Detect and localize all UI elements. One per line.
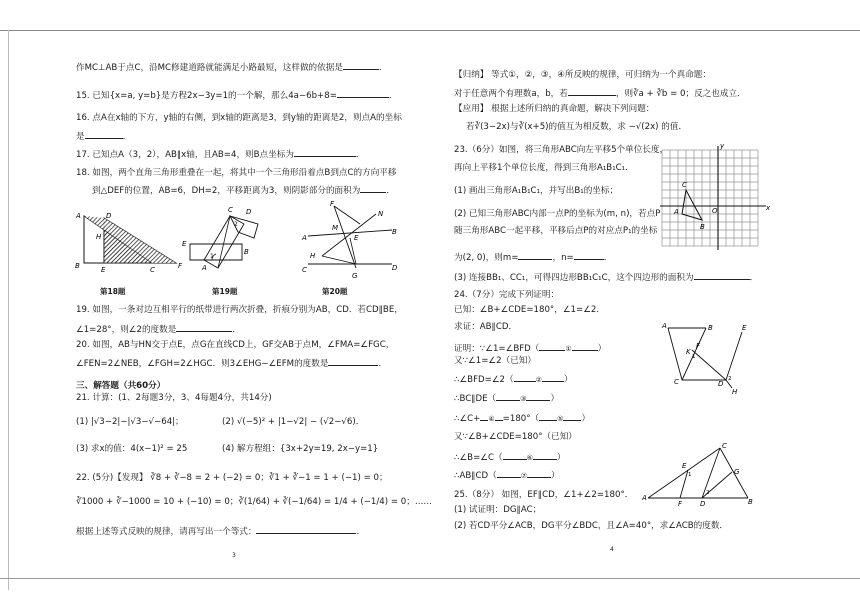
fig25-label-2: 2 xyxy=(706,490,710,496)
question-20-line2: ∠FEN=2∠NEB，∠FGH=2∠HGC．则3∠EHG−∠EFM的度数是 ． xyxy=(76,356,387,370)
fig20-label-A: A xyxy=(302,234,307,242)
fig20-label-G: G xyxy=(352,272,358,280)
proof-step-7: ∴∠B=∠C（ ⑥ ） xyxy=(454,450,565,464)
caption-fig19: 第19题 xyxy=(212,287,238,296)
induction-line: 【归纳】 等式①，②，③，④所反映的规律，可归纳为一个真命题： xyxy=(454,70,711,80)
figure-19 xyxy=(182,204,278,276)
fig19-label-B: B xyxy=(244,248,249,256)
question-18-line2: 到△DEF的位置，AB=6，DH=2，平移距离为3，则阴影部分的面积为 ． xyxy=(92,183,395,197)
fig25-label-G: G xyxy=(734,468,740,476)
proof-step-6: 又∵∠B+∠CDE=180°（已知） xyxy=(454,432,577,442)
fig23-label-O: O xyxy=(712,207,718,215)
question-24: 24.（7分）完成下列证明： xyxy=(454,290,560,300)
fig20-label-N: N xyxy=(378,210,384,218)
fig20-label-F: F xyxy=(330,200,335,208)
question-17: 17. 已知点A（3，2），AB∥x轴，且AB=4，则B点坐标为 ． xyxy=(76,147,365,161)
question-21-part4: (4) 解方程组：{3x+2y=19, 2x−y=1} xyxy=(222,444,379,454)
fig24-label-1: 1 xyxy=(692,354,696,360)
page-number-left: 3 xyxy=(232,552,236,559)
fig18-label-B: B xyxy=(75,262,80,270)
fig25-label-A: A xyxy=(642,494,647,502)
fig23-label-B: B xyxy=(700,223,705,231)
fig19-label-2: 2 xyxy=(234,221,238,228)
fig24-label-B: B xyxy=(708,324,713,332)
figure-18 xyxy=(72,208,192,278)
proof-step-5: ∴∠C+ ④ =180°（ ⑤ ） xyxy=(454,411,590,425)
question-21: 21. 计算：(1、2每题3分，3、4每题4分，共14分) xyxy=(76,393,272,403)
figure-20 xyxy=(300,202,400,282)
fig24-label-K: K xyxy=(686,348,691,356)
fig23-label-y: y xyxy=(720,142,725,150)
fig19-label-E: E xyxy=(182,240,187,248)
fig18-label-F: F xyxy=(178,262,183,270)
question-25-part2: (2) 若CD平分∠ACB，DG平分∠BDC，且∠A=40°，求∠ACB的度数． xyxy=(454,521,729,531)
caption-fig20: 第20题 xyxy=(322,287,348,296)
fig20-label-M: M xyxy=(332,224,339,232)
question-25-part1: (1) 试证明：DG∥AC； xyxy=(454,505,542,515)
proof-step-4: ∴BC∥DE（ ③ ） xyxy=(454,391,559,405)
fig18-label-A: A xyxy=(76,212,81,220)
question-23-part2-line3: 为(2, 0)，则m= ，n= ． xyxy=(454,250,612,264)
question-24-prove: 求证：AB∥CD． xyxy=(454,322,518,332)
question-22: 22. (5分)【发现】 ∛8 + ∛−8 = 2 + (−2) = 0；∛1 + ∛−1 = 1 + (−1) = 0； xyxy=(76,473,388,483)
fig23-label-x: x xyxy=(766,204,771,212)
question-23-part3: (3) 连接BB₁、CC₁，可得四边形BB₁C₁C，这个四边形的面积为 ． xyxy=(454,270,758,284)
fig20-label-E: E xyxy=(354,234,359,242)
application-line: 【应用】 根据上述所归纳的真命题，解决下列问题： xyxy=(454,104,655,114)
fig19-label-C: C xyxy=(228,206,233,214)
question-23-part1: (1) 画出三角形A₁B₁C₁，并写出B₁的坐标； xyxy=(454,186,619,196)
figure-23-grid xyxy=(662,142,774,254)
fig20-label-C: C xyxy=(302,266,307,274)
fig20-label-D: D xyxy=(392,264,398,272)
fig23-label-C: C xyxy=(682,181,687,189)
fig20-label-H: H xyxy=(310,252,316,260)
fig19-label-A: A xyxy=(202,264,207,272)
proof-step-3: ∴∠BFD=∠2（ ② ） xyxy=(454,372,573,386)
question-21-part2: (2) √(−5)² + |1−√2| − (√2−√6)． xyxy=(222,417,365,427)
question-18: 18. 如图，两个直角三角形重叠在一起，将其中一个三角形沿着点B到点C的方向平移 xyxy=(76,168,397,178)
question-23-part2: (2) 已知三角形ABC内部一点P的坐标为(m, n)，若点P xyxy=(454,209,661,219)
fig24-label-F: F xyxy=(696,342,701,350)
question-22-line2: ∛1000 + ∛−1000 = 10 + (−10) = 0；∛(1/64) + ∛(−1/64) = 1/4 + (−1/4) = 0；…… xyxy=(76,497,433,507)
fig24-label-C: C xyxy=(674,378,679,386)
fig20-label-B: B xyxy=(392,228,397,236)
fig18-label-C: C xyxy=(150,266,155,274)
question-23-part2-line2: 随三角形ABC一起平移，平移后点P的对应点P₁的坐标 xyxy=(454,226,658,236)
application-line2: 若∛(3−2x)与∛(x+5)的值互为相反数，求 −√(2x) 的值． xyxy=(466,122,688,132)
fig24-label-D: D xyxy=(718,380,724,388)
caption-fig18: 第18题 xyxy=(100,287,126,296)
figure-25 xyxy=(644,442,754,506)
question-19: 19. 如图，一条对边互相平行的纸带进行两次折叠，折痕分别为AB，CD．若CD∥BE， xyxy=(76,305,403,315)
question-24-given: 已知：∠B+∠CDE=180°，∠1=∠2． xyxy=(454,305,605,315)
fig25-label-C: C xyxy=(722,442,727,450)
fig19-label-1: 1 xyxy=(210,253,214,260)
question-21-part3: (3) 求x的值：4(x−1)² = 25 xyxy=(76,444,188,454)
fig24-label-A: A xyxy=(662,322,667,330)
question-20: 20. 如图，AB与HN交于点E，点G在直线CD上，GF交AB于点M，∠FMA=∠FGC， xyxy=(76,340,395,350)
question-16: 16. 点A在x轴的下方，y轴的右侧，到x轴的距离是3，到y轴的距离是2，则点A的坐标 xyxy=(76,113,402,123)
fig18-label-H: H xyxy=(96,233,102,241)
question-21-part1: (1) |√3−2|−|√3−√−64|； xyxy=(76,417,184,427)
question-22-prompt: 根据上述等式反映的规律，请再写出一个等式： ． xyxy=(76,524,365,538)
question-16-line2: 是 ． xyxy=(76,129,131,143)
fig24-label-2: 2 xyxy=(728,376,732,382)
question-14-tail: 作MC⊥AB于点C，沿MC修建道路就能满足小路最短，这样做的依据是 ． xyxy=(76,60,388,74)
fig25-label-1: 1 xyxy=(688,472,692,478)
question-25: 25.（8分） 如图，EF∥CD，∠1+∠2=180°． xyxy=(454,490,634,500)
fig25-label-F: F xyxy=(678,500,683,508)
fig24-label-E: E xyxy=(742,324,747,332)
fig18-label-D: D xyxy=(106,212,112,220)
question-23-line2: 再向上平移1个单位长度，得到三角形A₁B₁C₁． xyxy=(454,163,634,173)
fig23-label-A: A xyxy=(674,208,679,216)
right-page xyxy=(430,0,860,608)
section-3-heading: 三、解答题（共60分） xyxy=(76,381,166,391)
fig25-label-D: D xyxy=(700,500,706,508)
proof-step-1: 证明：∵∠1=∠BFD（ ① ） xyxy=(454,341,606,355)
proof-step-8: ∴AB∥CD（ ⑦ ） xyxy=(454,468,560,482)
question-19-line2: ∠1=28°，则∠2的度数是 ． xyxy=(76,322,241,336)
fig18-label-E: E xyxy=(101,266,106,274)
question-23: 23.（6分）如图，将三角形ABC向左平移5个单位长度， xyxy=(454,145,669,155)
fig25-label-B: B xyxy=(748,498,753,506)
figure-24 xyxy=(662,322,752,394)
question-15: 15. 已知{x=a, y=b}是方程2x−3y=1的一个解，那么4a−6b+8= ． xyxy=(76,88,398,102)
fig24-label-H: H xyxy=(732,388,738,396)
page-number-right: 4 xyxy=(610,546,614,553)
fig19-label-D: D xyxy=(246,208,252,216)
proof-step-2: 又∵∠1=∠2（已知） xyxy=(454,356,536,366)
induction-line2: 对于任意两个有理数a，b，若 ，则∛a + ∛b = 0；反之也成立． xyxy=(454,86,746,100)
fig25-label-E: E xyxy=(682,462,687,470)
